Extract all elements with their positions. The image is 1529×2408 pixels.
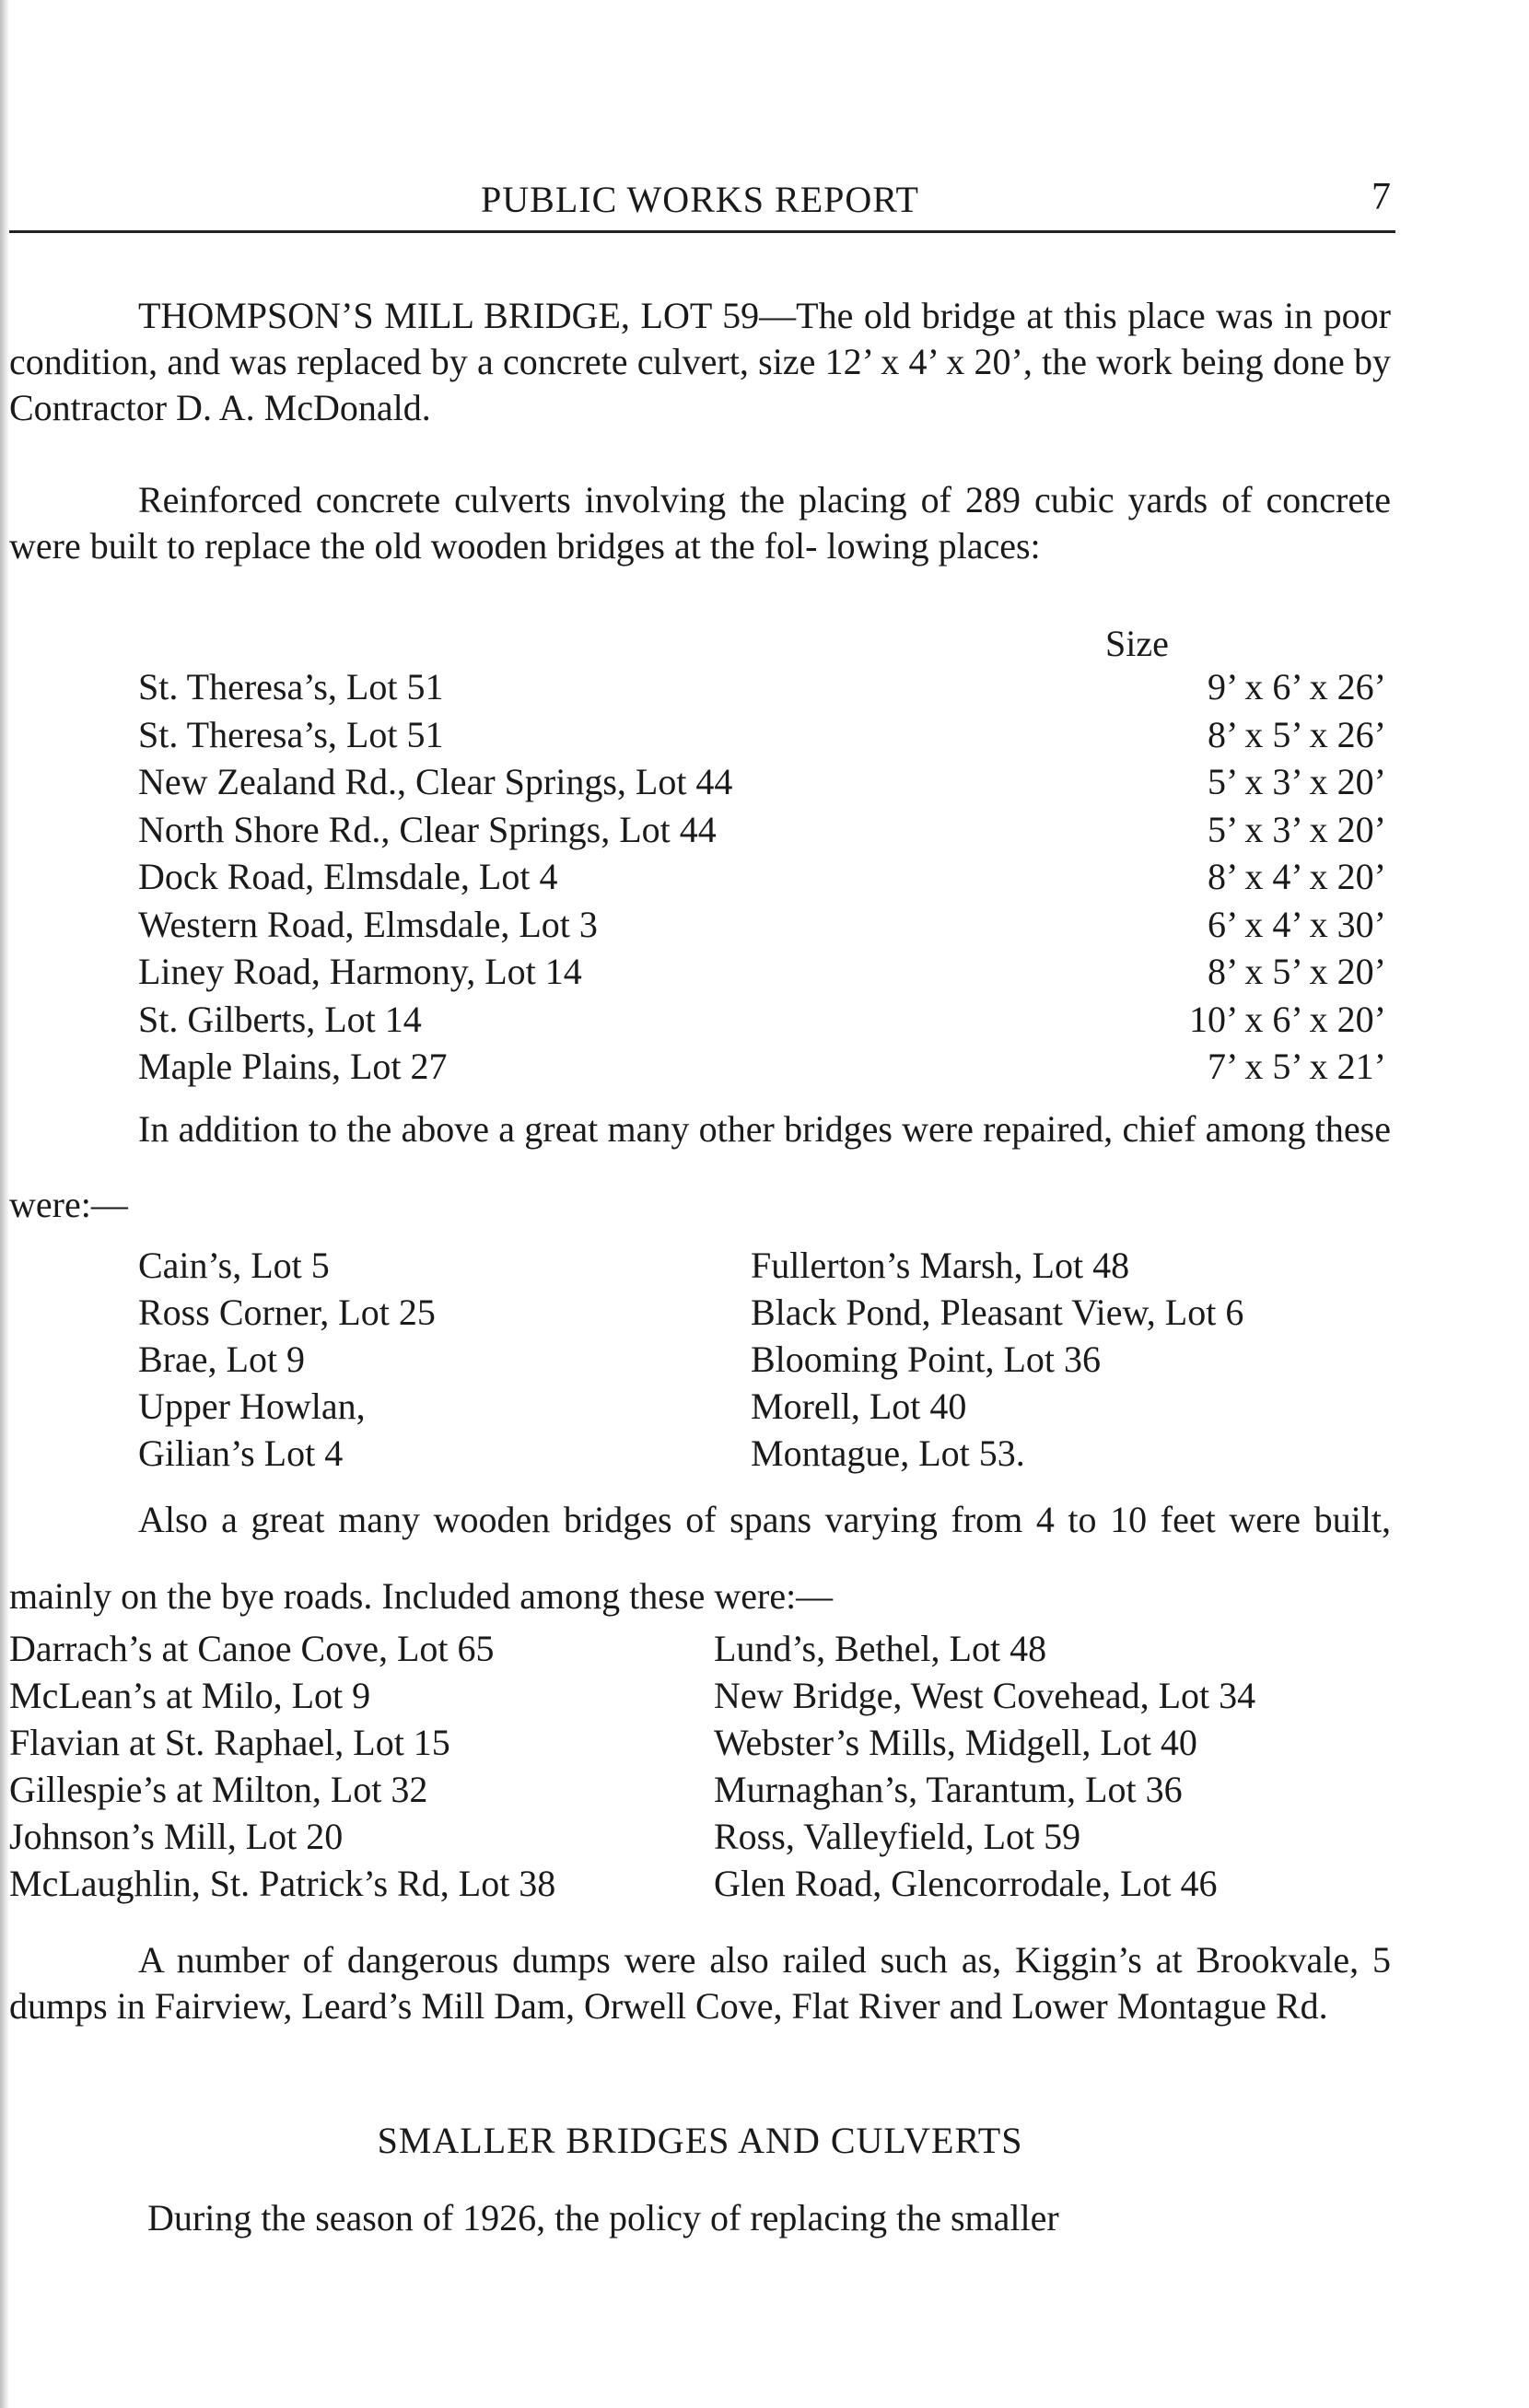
list-item-left: Gilian’s Lot 4 [138,1432,344,1474]
culvert-size: 8’ x 5’ x 26’ [1207,713,1386,755]
culvert-row [138,713,1386,761]
repaired-bridges-list [138,1244,1400,1479]
list-item [9,1721,1400,1768]
culvert-place: Western Road, Elmsdale, Lot 3 [138,903,598,945]
header-title: PUBLIC WORKS REPORT [481,179,919,220]
header-rule [9,230,1395,233]
culvert-size: 6’ x 4’ x 30’ [1207,903,1386,945]
culvert-size: 5’ x 3’ x 20’ [1207,808,1386,850]
culvert-row [138,998,1386,1046]
list-item-right: Morell, Lot 40 [751,1385,967,1427]
list-item-right: Webster’s Mills, Midgell, Lot 40 [714,1722,1197,1763]
list-item-right: Fullerton’s Marsh, Lot 48 [751,1245,1130,1286]
list-item-left: Ross Corner, Lot 25 [138,1292,436,1333]
culvert-table [138,665,1386,1093]
list-item-right: Murnaghan’s, Tarantum, Lot 36 [714,1769,1183,1810]
culvert-size-header: Size [1105,623,1169,664]
culvert-size: 5’ x 3’ x 20’ [1207,761,1386,802]
list-item-right: Blooming Point, Lot 36 [751,1338,1102,1380]
list-item-right: Glen Road, Glencorrodale, Lot 46 [714,1863,1218,1904]
list-item [9,1815,1400,1862]
list-item [9,1674,1400,1721]
list-item-left: McLean’s at Milo, Lot 9 [9,1675,371,1716]
list-item-left: McLaughlin, St. Patrick’s Rd, Lot 38 [9,1863,556,1904]
list-item [9,1627,1400,1674]
culvert-size: 8’ x 5’ x 20’ [1207,951,1386,992]
paragraph-smaller-bridges: During the season of 1926, the policy of replacing the smaller [147,2197,1059,2239]
list-item-right: Black Pond, Pleasant View, Lot 6 [751,1292,1244,1333]
page-header [9,173,1391,228]
culvert-row [138,808,1386,856]
culvert-row [138,1045,1386,1093]
list-item [9,1862,1400,1909]
culvert-place: North Shore Rd., Clear Springs, Lot 44 [138,808,717,850]
culvert-place: St. Theresa’s, Lot 51 [138,666,444,707]
culvert-place: Liney Road, Harmony, Lot 14 [138,951,582,992]
culvert-row [138,855,1386,903]
list-item [138,1244,1400,1291]
list-item-left: Flavian at St. Raphael, Lot 15 [9,1722,450,1763]
culvert-row [138,760,1386,808]
paragraph-repaired-bridges: In addition to the above a great many other bridges were repaired, chief among these were:— [9,1108,1391,1225]
page-number: 7 [1371,176,1391,218]
list-item [138,1338,1400,1385]
culvert-place: St. Gilberts, Lot 14 [138,998,422,1040]
wooden-bridges-list [9,1627,1400,1909]
culvert-size: 9’ x 6’ x 26’ [1207,666,1386,707]
paragraph-wooden-bridges: Also a great many wooden bridges of spans varying from 4 to 10 feet were built, mainly on the bye roads. Included among these were:— [9,1499,1391,1617]
list-item-left: Brae, Lot 9 [138,1338,306,1380]
culvert-place: St. Theresa’s, Lot 51 [138,713,444,755]
list-item-left: Gillespie’s at Milton, Lot 32 [9,1769,428,1810]
list-item-right: Ross, Valleyfield, Lot 59 [714,1816,1081,1857]
culvert-place: Maple Plains, Lot 27 [138,1046,448,1087]
paragraph-reinforced-culverts: Reinforced concrete culverts involving the placing of 289 cubic yards of concrete were built to replace the old wooden bridges at the fol- lowing places: [9,479,1391,567]
list-item-left: Johnson’s Mill, Lot 20 [9,1816,344,1857]
culvert-place: Dock Road, Elmsdale, Lot 4 [138,856,558,897]
culvert-size: 10’ x 6’ x 20’ [1188,998,1386,1040]
list-item-right: New Bridge, West Covehead, Lot 34 [714,1675,1256,1716]
list-item-left: Upper Howlan, [138,1385,366,1427]
paragraph-thompsons-mill: THOMPSON’S MILL BRIDGE, LOT 59—The old bridge at this place was in poor condition, and was replaced by a concrete culvert, size 12’ x 4’ x 20’, the work being done by Contractor D. A. McDonald. [9,295,1391,428]
scan-edge-shadow [0,0,9,2408]
list-item [138,1385,1400,1432]
list-item-right: Montague, Lot 53. [751,1432,1025,1474]
paragraph-dangerous-dumps: A number of dangerous dumps were also railed such as, Kiggin’s at Brookvale, 5 dumps in Fairview, Leard’s Mill Dam, Orwell Cove, Flat River and Lower Montague Rd. [9,1939,1391,2027]
culvert-size: 7’ x 5’ x 21’ [1207,1046,1386,1087]
list-item-right: Lund’s, Bethel, Lot 48 [714,1628,1047,1669]
list-item-left: Cain’s, Lot 5 [138,1245,330,1286]
culvert-size: 8’ x 4’ x 20’ [1207,856,1386,897]
list-item [9,1768,1400,1815]
section-heading: SMALLER BRIDGES AND CULVERTS [377,2120,1023,2161]
culvert-row [138,903,1386,951]
culvert-row [138,665,1386,713]
culvert-row [138,950,1386,998]
list-item-left: Darrach’s at Canoe Cove, Lot 65 [9,1628,495,1669]
list-item [138,1291,1400,1338]
culvert-place: New Zealand Rd., Clear Springs, Lot 44 [138,761,733,802]
list-item [138,1432,1400,1479]
